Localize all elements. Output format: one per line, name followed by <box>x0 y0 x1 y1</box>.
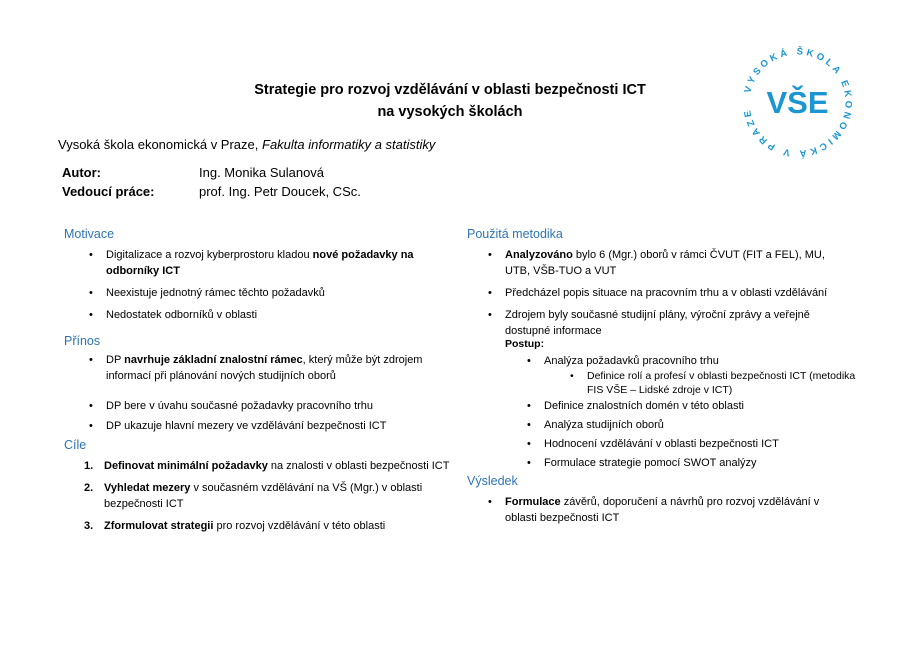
list-item: • Digitalizace a rozvoj kyberprostoru kladou nové požadavky na odborníky ICT <box>89 247 444 279</box>
list-item: • Hodnocení vzdělávání v oblasti bezpečnosti ICT <box>527 436 867 452</box>
school-line <box>58 137 435 152</box>
school-name: Vysoká škola ekonomická v Praze, <box>58 137 259 152</box>
section-heading-metodika: Použitá metodika <box>467 227 563 241</box>
list-item: • DP navrhuje základní znalostní rámec, který může být zdrojem informací při plánování nových studijních oborů <box>89 352 444 384</box>
postup-sublist <box>570 369 870 397</box>
author-value: Ing. Monika Sulanová <box>199 165 325 180</box>
logo-ring-text: VYSOKÁ ŠKOLA EKONOMICKÁ V PRAZE <box>741 46 854 159</box>
metodika-list <box>488 247 848 339</box>
page-title: Strategie pro rozvoj vzdělávání v oblasti bezpečnosti ICT <box>254 82 646 98</box>
list-item: • DP bere v úvahu současné požadavky pracovního trhu <box>89 398 444 414</box>
postup-list-rest <box>527 398 867 471</box>
list-item: • Analýza studijních oborů <box>527 417 867 433</box>
postup-label: Postup: <box>505 338 545 350</box>
cile-list <box>84 458 454 534</box>
section-heading-cile: Cíle <box>64 438 87 452</box>
list-item: • Neexistuje jednotný rámec těchto požadavků <box>89 285 444 301</box>
list-item: • Analyzováno bylo 6 (Mgr.) oborů v rámci ČVUT (FIT a FEL), MU, UTB, VŠB-TUO a VUT <box>488 247 848 279</box>
list-item: • Zdrojem byly současné studijní plány, výroční zprávy a veřejně dostupné informace <box>488 307 848 339</box>
supervisor-label: Vedoucí práce: <box>62 184 155 199</box>
list-item: • Předcházel popis situace na pracovním trhu a v oblasti vzdělávání <box>488 285 848 301</box>
logo-mark: VŠE <box>766 85 829 120</box>
section-heading-vysledek: Výsledek <box>467 474 518 488</box>
list-item: 2. Vyhledat mezery v současném vzdělávání na VŠ (Mgr.) v oblasti bezpečnosti ICT <box>84 480 454 512</box>
section-heading-motivace: Motivace <box>64 227 115 241</box>
supervisor-value: prof. Ing. Petr Doucek, CSc. <box>199 184 361 199</box>
page-title-line2: na vysokých školách <box>377 104 523 120</box>
section-heading-prinos: Přínos <box>64 334 101 348</box>
list-item: 3. Zformulovat strategii pro rozvoj vzdělávání v této oblasti <box>84 518 454 534</box>
list-item: • DP ukazuje hlavní mezery ve vzdělávání bezpečnosti ICT <box>89 418 444 434</box>
motivace-list <box>89 247 444 323</box>
list-item: • Nedostatek odborníků v oblasti <box>89 307 444 323</box>
postup-list <box>527 353 867 369</box>
list-item: • Definice rolí a profesí v oblasti bezpečnosti ICT (metodika FIS VŠE – Lidské zdroje v ICT) <box>570 369 870 397</box>
faculty-name: Fakulta informatiky a statistiky <box>262 137 436 152</box>
list-item: 1. Definovat minimální požadavky na znalosti v oblasti bezpečnosti ICT <box>84 458 454 474</box>
author-label: Autor: <box>62 165 101 180</box>
list-item: • Formulace strategie pomocí SWOT analýzy <box>527 455 867 471</box>
vse-logo <box>735 40 860 165</box>
prinos-list <box>89 352 444 434</box>
list-item: • Analýza požadavků pracovního trhu <box>527 353 867 369</box>
list-item: • Definice znalostních domén v této oblasti <box>527 398 867 414</box>
list-item: • Formulace závěrů, doporučení a návrhů pro rozvoj vzdělávání v oblasti bezpečnosti ICT <box>488 494 848 526</box>
vysledek-list <box>488 494 848 526</box>
